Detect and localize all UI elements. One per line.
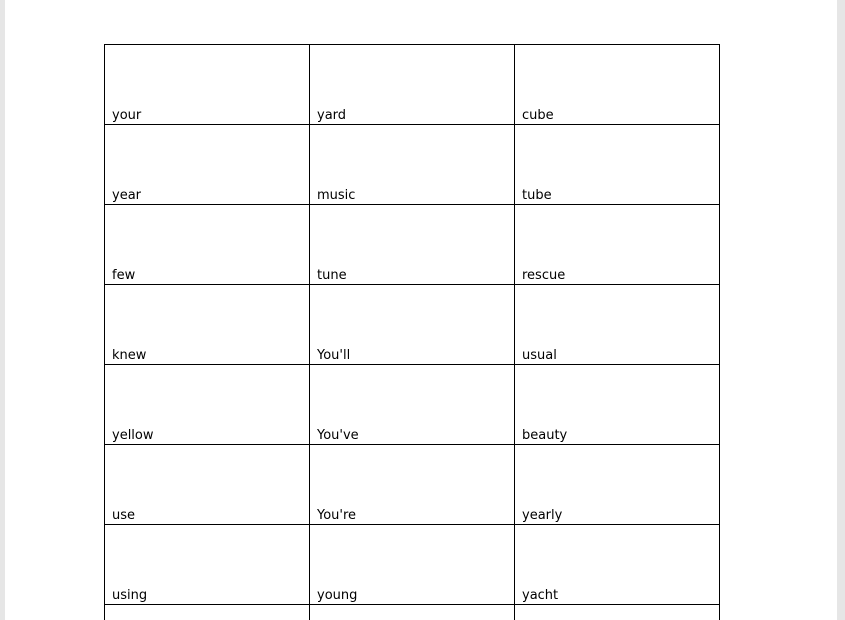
table-cell: [515, 445, 720, 525]
table-cell: [105, 125, 310, 205]
word-text: You'll: [317, 348, 351, 363]
table-cell: [310, 285, 515, 365]
word-table: [104, 44, 720, 620]
table-cell: [310, 605, 515, 620]
table-cell: [105, 285, 310, 365]
word-text: usual: [522, 348, 557, 363]
word-text: your: [112, 108, 142, 123]
table-cell: [515, 365, 720, 445]
table-cell: [310, 125, 515, 205]
table-cell: [105, 605, 310, 620]
word-table-body: [105, 45, 720, 620]
word-text: use: [112, 508, 136, 523]
word-text: You've: [317, 428, 359, 443]
table-cell: [105, 365, 310, 445]
word-text: rescue: [522, 268, 566, 283]
table-cell: [105, 445, 310, 525]
table-cell: [515, 125, 720, 205]
word-text: few: [112, 268, 136, 283]
table-row: [105, 125, 720, 205]
word-text: yacht: [522, 588, 559, 603]
word-text: year: [112, 188, 142, 203]
table-cell: [105, 205, 310, 285]
word-text: yellow: [112, 428, 154, 443]
table-row: [105, 605, 720, 620]
word-text: music: [317, 188, 356, 203]
word-text: tune: [317, 268, 347, 283]
table-cell: [105, 45, 310, 125]
table-cell: [515, 45, 720, 125]
word-text: tube: [522, 188, 552, 203]
word-text: using: [112, 588, 148, 603]
table-row: [105, 525, 720, 605]
word-text: knew: [112, 348, 147, 363]
word-text: yearly: [522, 508, 563, 523]
table-cell: [310, 365, 515, 445]
table-cell: [515, 205, 720, 285]
word-text: young: [317, 588, 358, 603]
table-cell: [515, 285, 720, 365]
table-row: [105, 445, 720, 525]
table-cell: [310, 205, 515, 285]
word-text: cube: [522, 108, 554, 123]
table-cell: [515, 605, 720, 620]
table-row: [105, 45, 720, 125]
word-text: You're: [317, 508, 357, 523]
table-cell: [310, 525, 515, 605]
table-cell: [310, 45, 515, 125]
table-row: [105, 285, 720, 365]
word-text: yard: [317, 108, 347, 123]
scroll-gutter[interactable]: [837, 0, 845, 620]
table-row: [105, 205, 720, 285]
table-cell: [515, 525, 720, 605]
table-row: [105, 365, 720, 445]
document-page: [5, 0, 837, 620]
word-text: beauty: [522, 428, 568, 443]
table-cell: [105, 525, 310, 605]
table-cell: [310, 445, 515, 525]
